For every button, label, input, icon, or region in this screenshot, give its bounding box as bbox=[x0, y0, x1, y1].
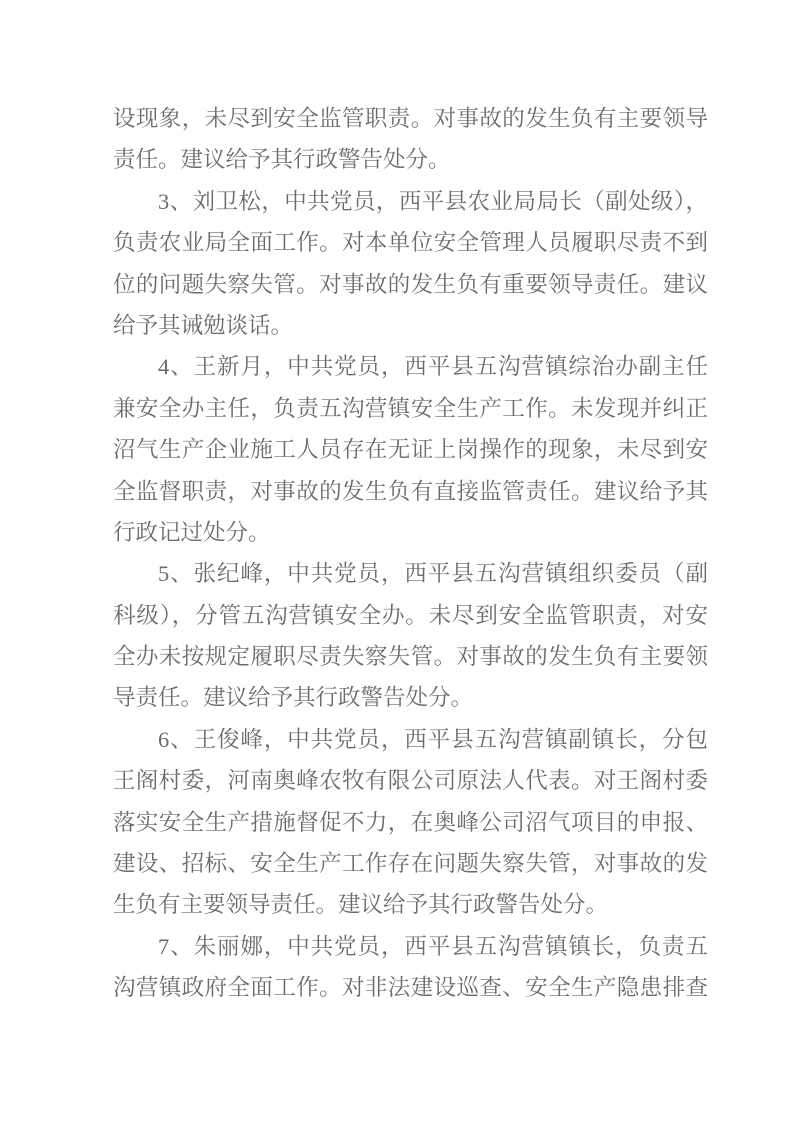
text-line: 位的问题失察失管。对事故的发生负有重要领导责任。建议 bbox=[113, 271, 708, 297]
text-line: 给予其诫勉谈话。 bbox=[113, 312, 294, 338]
text-line: 5、张纪峰，中共党员，西平县五沟营镇组织委员（副 bbox=[158, 561, 708, 587]
text-line: 3、刘卫松，中共党员，西平县农业局局长（副处级）， bbox=[158, 188, 708, 214]
paragraph bbox=[113, 553, 708, 719]
paragraph bbox=[113, 181, 708, 347]
text-line: 落实安全生产措施督促不力，在奥峰公司沼气项目的申报、 bbox=[113, 809, 708, 835]
text-line: 负责农业局全面工作。对本单位安全管理人员履职尽责不到 bbox=[113, 230, 708, 256]
text-line: 兼安全办主任，负责五沟营镇安全生产工作。未发现并纠正 bbox=[113, 395, 708, 421]
paragraph bbox=[113, 98, 708, 181]
text-line: 全监督职责，对事故的发生负有直接监管责任。建议给予其 bbox=[113, 478, 708, 504]
paragraph bbox=[113, 346, 708, 553]
text-line: 全办未按规定履职尽责失察失管。对事故的发生负有主要领 bbox=[113, 644, 708, 670]
text-line: 建设、招标、安全生产工作存在问题失察失管，对事故的发 bbox=[113, 851, 708, 877]
text-line: 沼气生产企业施工人员存在无证上岗操作的现象，未尽到安 bbox=[113, 437, 708, 463]
text-line: 行政记过处分。 bbox=[113, 519, 271, 545]
text-line: 生负有主要领导责任。建议给予其行政警告处分。 bbox=[113, 892, 609, 918]
text-line: 沟营镇政府全面工作。对非法建设巡查、安全生产隐患排查 bbox=[113, 975, 708, 1001]
paragraph bbox=[113, 926, 708, 1009]
text-line: 7、朱丽娜，中共党员，西平县五沟营镇镇长，负责五 bbox=[158, 933, 708, 959]
text-line: 王阁村委，河南奥峰农牧有限公司原法人代表。对王阁村委 bbox=[113, 768, 708, 794]
text-line: 4、王新月，中共党员，西平县五沟营镇综治办副主任 bbox=[158, 354, 708, 380]
text-line: 6、王俊峰，中共党员，西平县五沟营镇副镇长，分包 bbox=[158, 726, 708, 752]
text-line: 科级），分管五沟营镇安全办。未尽到安全监管职责，对安 bbox=[113, 602, 708, 628]
text-line: 导责任。建议给予其行政警告处分。 bbox=[113, 685, 474, 711]
text-line: 责任。建议给予其行政警告处分。 bbox=[113, 147, 451, 173]
paragraph bbox=[113, 719, 708, 926]
document-body-text bbox=[113, 98, 708, 1009]
text-line: 设现象，未尽到安全监管职责。对事故的发生负有主要领导 bbox=[113, 106, 708, 131]
